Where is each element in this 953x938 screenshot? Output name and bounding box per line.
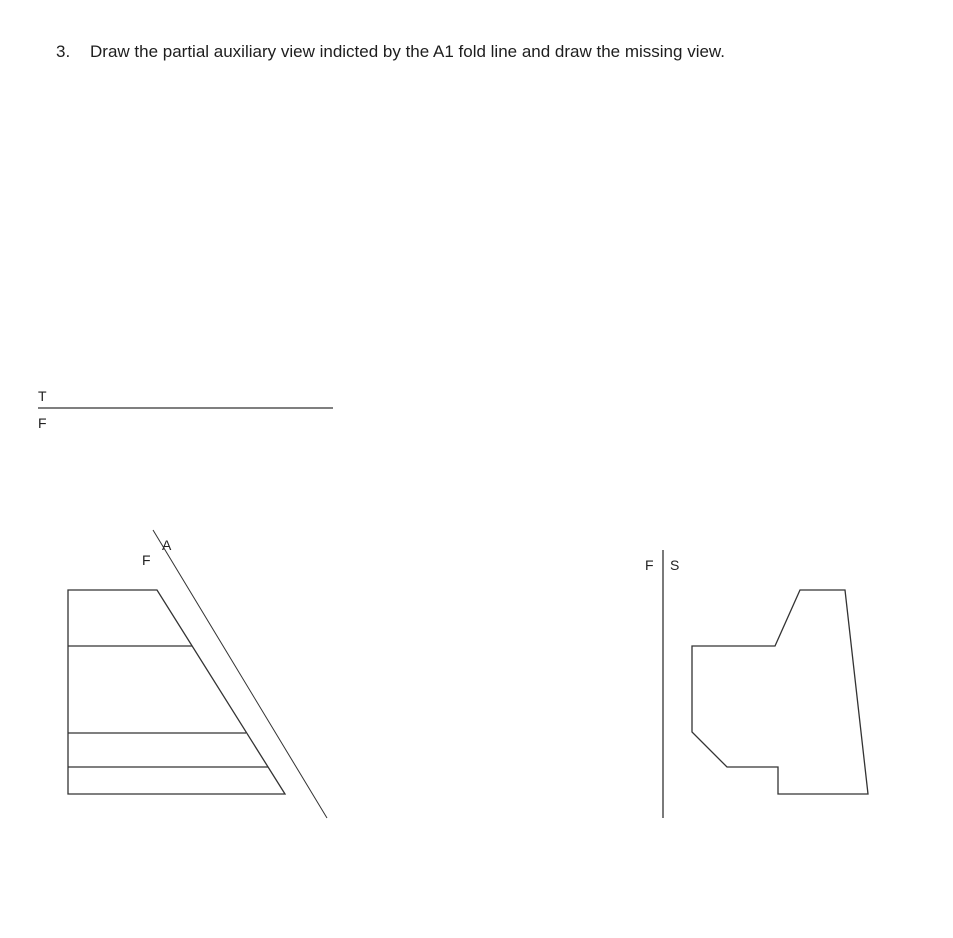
label-s: S bbox=[670, 557, 680, 573]
side-view-outline bbox=[692, 590, 868, 794]
front-auxiliary-fold-line-group bbox=[142, 530, 327, 818]
front-side-fold-line-group bbox=[645, 550, 679, 818]
label-a: A bbox=[162, 537, 172, 553]
label-f-side: F bbox=[645, 557, 654, 573]
label-f-top: F bbox=[38, 415, 47, 431]
front-view bbox=[68, 590, 285, 794]
label-t: T bbox=[38, 388, 47, 404]
top-front-fold-line-group bbox=[38, 388, 333, 431]
side-view bbox=[692, 590, 868, 794]
question-number: 3. bbox=[56, 42, 71, 61]
question-text: Draw the partial auxiliary view indicted by the A1 fold line and draw the missing view. bbox=[90, 42, 725, 61]
label-f-aux: F bbox=[142, 552, 151, 568]
front-auxiliary-fold-line bbox=[153, 530, 327, 818]
front-view-outline bbox=[68, 590, 285, 794]
